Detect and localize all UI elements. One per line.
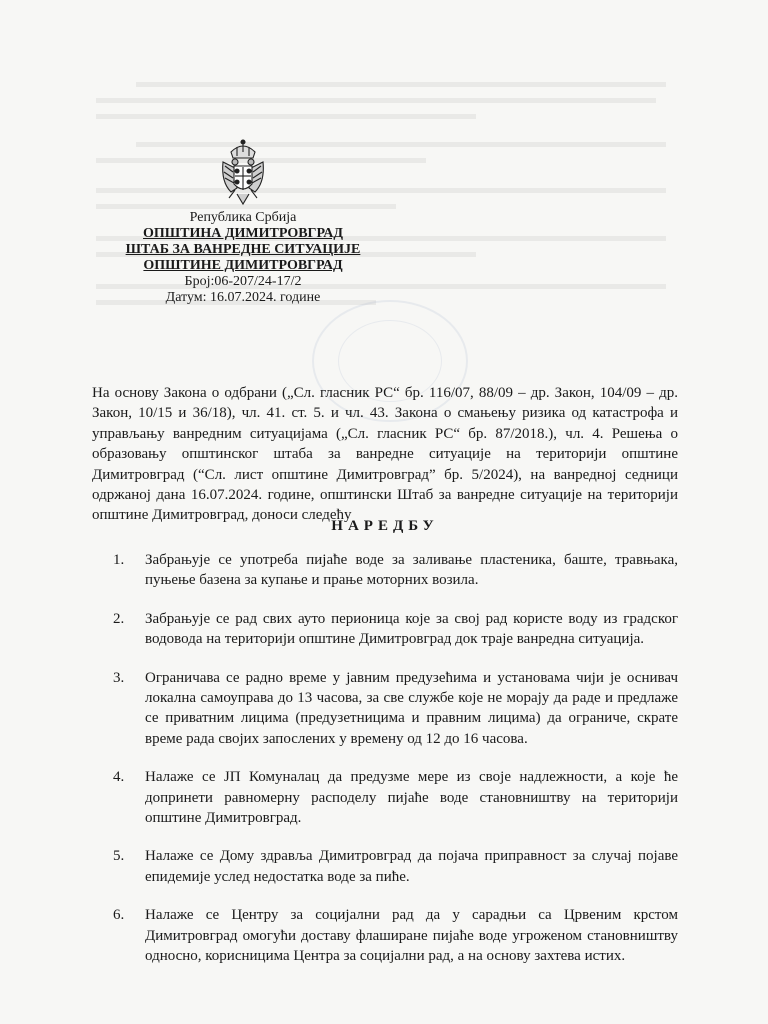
hq-name-line1: ШТАБ ЗА ВАНРЕДНЕ СИТУАЦИЈЕ [125,242,361,257]
hq-name-line2: ОПШТИНЕ ДИМИТРОВГРАД [143,258,343,273]
country-name: Република Србија [189,210,297,225]
municipality-name: ОПШТИНА ДИМИТРОВГРАД [143,226,343,241]
document-header [110,210,376,306]
order-number: 2. [113,610,125,627]
order-item [92,609,678,650]
order-number: 4. [113,769,125,786]
order-item [92,767,678,828]
order-number: 5. [113,848,125,865]
order-item [92,905,678,966]
serbia-coat-of-arms-icon [217,138,269,210]
order-text: Забрањује се употреба пијаће воде за заливање пластеника, баште, травњака, пуњење базена за купање и прање моторних возила. [145,552,678,589]
document-title: НАРЕДБУ [331,518,439,534]
order-number: 6. [113,907,125,924]
order-item [92,550,678,591]
order-text: Налаже се ЈП Комуналац да предузме мере из своје надлежности, а које ће допринети равномерну расподелу пијаће воде становништву на територији општине Димитровград. [145,769,678,827]
order-text: Налаже се Центру за социјални рад да у сарадњи са Црвеним крстом Димитровград омогући доставу флаширане пијаће воде угроженом становништву односно, корисницима Центра за социјални рад, а на основу захтева истих. [145,907,678,965]
document-date: Датум: 16.07.2024. године [165,290,321,305]
order-text: Ограничава се радно време у јавним предузећима и установама чији је оснивач локална самоуправа до 13 часова, за све службе које не морају да раде и предлаже се приватним лицима (предузетницима и правним лицима) да ограниче, скрате време рада својих запослених у времену од 12 до 16 часова. [145,669,678,747]
order-number: 1. [113,552,125,568]
order-number: 3. [113,669,125,686]
orders-list [92,550,678,985]
document-number: Број:06-207/24-17/2 [184,274,302,289]
order-item [92,846,678,887]
legal-basis-paragraph: На основу Закона о одбрани („Сл. гласник РС“ бр. 116/07, 88/09 – др. Закон, 104/09 – др. Закон, 10/15 и 36/18), чл. 41. ст. 5. и чл. 43. Закона о смањењу ризика од катастрофа и управљању ванредним ситуацијама („Сл. гласник РС“ бр. 87/2018.), чл. 4. Решења о образовању општинског штаба за ванредне ситуације на територији општине Димитровград (“Сл. лист општине Димитровград” бр. 5/2024), на ванредној седници одржаној дана 16.07.2024. године, општински Штаб за ванредне ситуације на територији општине Димитровград, доноси следећу [92,385,678,524]
order-text: Налаже се Дому здравља Димитровград да појача приправност за случај појаве епидемије услед недостатка воде за пиће. [145,848,678,885]
order-text: Забрањује се рад свих ауто перионица које за свој рад користе воду из градског водовода на територији општине Димитровград док траје ванредна ситуација. [145,610,678,648]
order-item [92,668,678,750]
